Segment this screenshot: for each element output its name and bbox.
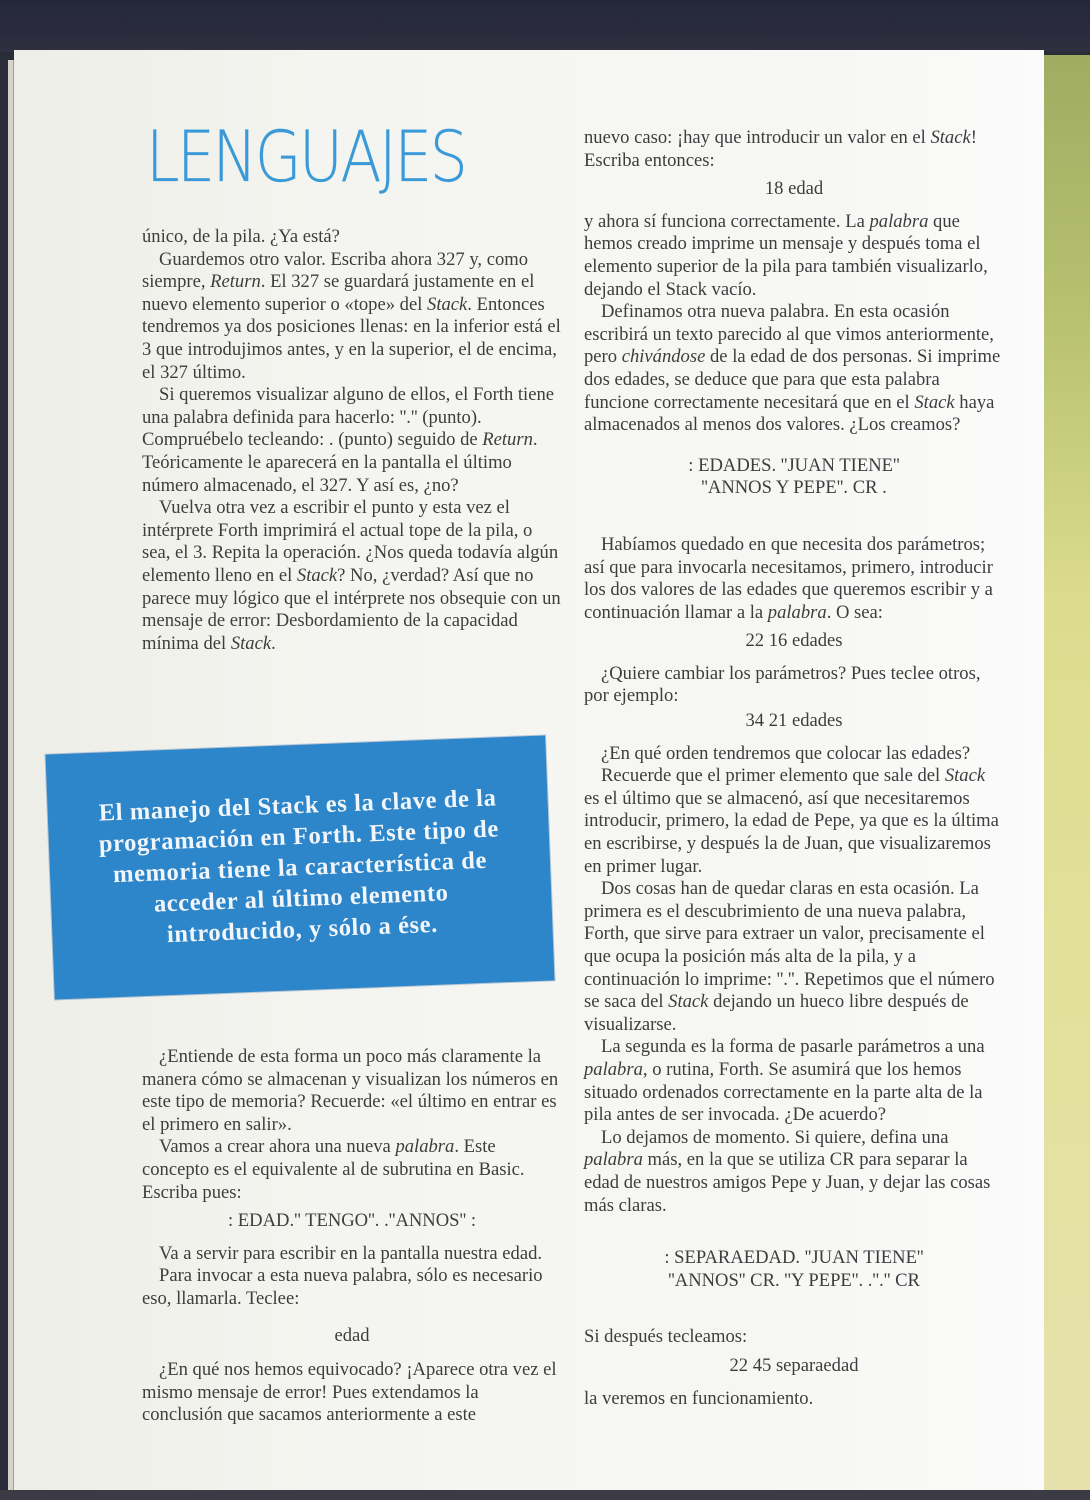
paragraph: Definamos otra nueva palabra. En esta ocasión escribirá un texto parecido al que vimos anteriormente, pero chivándose de la edad de dos personas. Si imprime dos edades, se deduce que para que esta palabra funcione correctamente necesitará que en el Stack haya almacenados al menos dos valores. ¿Los creamos? [584,301,1001,436]
left-column-top [142,226,562,655]
paragraph: ¿Quiere cambiar los parámetros? Pues teclee otros, por ejemplo: [584,662,981,707]
paragraph: único, de la pila. ¿Ya está? [142,226,340,247]
paragraph: Vamos a crear ahora una nueva palabra. Este concepto es el equivalente al de subrutina en Basic. Escriba pues: [142,1136,525,1203]
pull-quote-box [45,735,554,999]
paragraph: Recuerde que el primer elemento que sale del Stack es el último que se almacenó, así que necesitaremos introducir, primero, la edad de Pepe, ya que es la última en escribirse, y después la de Juan, que visualizaremos en primer lugar. [584,765,999,877]
paragraph: la veremos en funcionamiento. [584,1387,814,1409]
paragraph: Va a servir para escribir en la pantalla nuestra edad. [159,1242,543,1264]
pull-quote-text: El manejo del Stack es la clave de la programación en Forth. Este tipo de memoria tiene la característica de acceder al último elemento introducido, y sólo a ése. [98,784,500,949]
code-line: : SEPARAEDAD. ''JUAN TIENE'' [664,1247,924,1269]
paragraph: ¿Entiende de esta forma un poco más claramente la manera cómo se almacenan y visualizan los números en este tipo de memoria? Recuerde: «el último en entrar es el primero en salir». [142,1046,559,1135]
code-line: ''ANNOS'' CR. ''Y PEPE''. .''.'' CR [668,1269,920,1291]
paragraph: Si después tecleamos: [584,1326,748,1348]
code-line: : EDAD.'' TENGO''. .''ANNOS'' : [227,1210,477,1232]
right-column [584,127,1004,1410]
paragraph: ¿En qué nos hemos equivocado? ¡Aparece otra vez el mismo mensaje de error! Pues extendamos la conclusión que sacamos anteriormente a este [142,1359,557,1426]
paragraph: Para invocar a esta nueva palabra, sólo es necesario eso, llamarla. Teclee: [142,1265,543,1309]
code-line: 22 16 edades [745,630,843,652]
code-line: edad [334,1324,370,1346]
paragraph: Lo dejamos de momento. Si quiere, defina una palabra más, en la que se utiliza CR para separar la edad de nuestros amigos Pepe y Juan, y dejar las cosas más claras. [584,1126,991,1216]
code-line: 22 45 separaedad [729,1354,859,1376]
code-line: 34 21 edades [745,710,843,732]
paragraph: Habíamos quedado en que necesita dos parámetros; así que para invocarla necesitamos, primero, introducir los dos valores de las edades que queremos escribir y a continuación llamar a la palabra. O sea: [584,533,993,623]
scan-background-top [0,0,1090,52]
paragraph: ¿En qué orden tendremos que colocar las edades? [601,742,971,764]
adjacent-page-edge [1040,55,1090,1491]
paragraph: La segunda es la forma de pasarle parámetros a una palabra, o rutina, Forth. Se asumirá que los hemos situado ordenados correctamente en la parte alta de la pila antes de ser invocada. ¿De acuerdo? [584,1036,985,1126]
code-block [584,1247,1004,1292]
paragraph: Guardemos otro valor. Escriba ahora 327 y, como siempre, Return. El 327 se guardará justamente en el nuevo elemento superior o «tope» del Stack. Entonces tendremos ya dos posiciones llenas: en la inferior está el 3 que introdujimos antes, y en la superior, el de encima, el 327 último. [142,248,561,383]
paragraph: Vuelva otra vez a escribir el punto y esta vez el intérprete Forth imprimirá el actual tope de la pila, o sea, el 3. Repita la operación. ¿Nos queda todavía algún elemento lleno en el Stack? No, ¿verdad? Así que no parece muy lógico que el intérprete nos obsequie con un mensaje de error: Desbordamiento de la capacidad mínima del Stack. [142,497,561,654]
paragraph: nuevo caso: ¡hay que introducir un valor en el Stack! Escriba entonces: [584,127,977,171]
paragraph: Si queremos visualizar alguno de ellos, el Forth tiene una palabra definida para hacerlo: ''.'' (punto). Compruébelo tecleando: . (punto) seguido de Return. Teóricamente le aparecerá en la pantalla el último número almacenado, el 327. Y así es, ¿no? [142,384,555,496]
paragraph: Dos cosas han de quedar claras en esta ocasión. La primera es el descubrimiento de una nueva palabra, Forth, que sirve para extraer un valor, precisamente el que ocupa la posición más alta de la pila, y a continuación lo imprime: ''.''. Repetimos que el número se saca del Stack dejando un hueco libre después de visualizarse. [584,878,995,1035]
paragraph: y ahora sí funciona correctamente. La palabra que hemos creado imprime un mensaje y después toma el elemento superior de la pila para también visualizarlo, dejando el Stack vacío. [584,210,988,300]
code-line: 18 edad [764,178,824,200]
left-column-bottom [142,1046,562,1427]
code-block [584,455,1004,500]
code-line: ''ANNOS Y PEPE''. CR . [701,477,887,499]
scan-background-bottom [0,1490,1090,1500]
section-title: LENGUAJES [146,116,466,198]
code-line: : EDADES. ''JUAN TIENE'' [688,454,900,476]
